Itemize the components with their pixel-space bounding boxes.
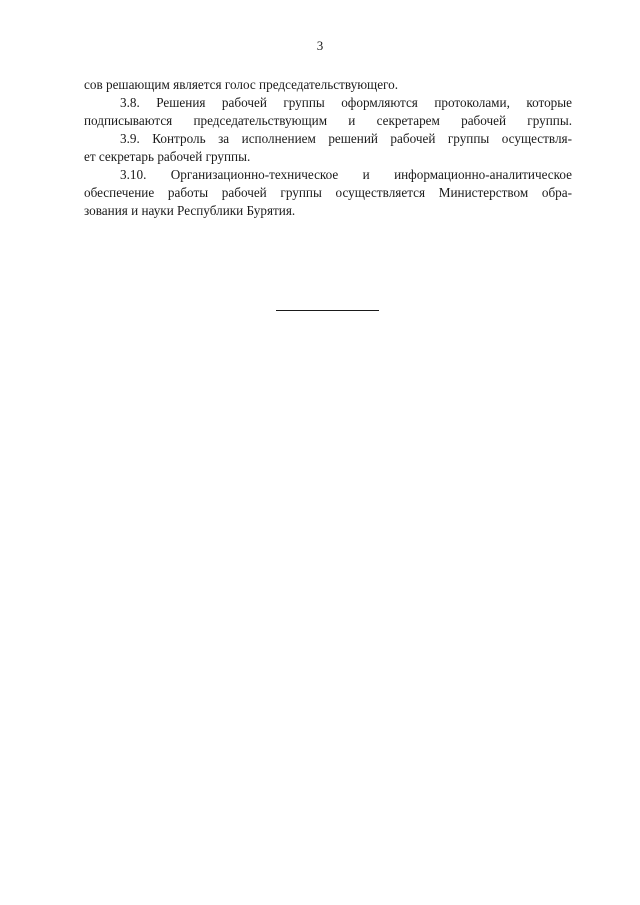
end-of-document-rule	[276, 310, 379, 311]
paragraph-line: 3.9. Контроль за исполнением решений рабочей группы осуществля-	[120, 131, 572, 146]
document-body	[84, 76, 572, 220]
paragraph-line: 3.10. Организационно-техническое и информационно-аналитическое	[120, 167, 572, 182]
paragraph-line: ет секретарь рабочей группы.	[84, 149, 251, 164]
page-number: 3	[316, 38, 324, 53]
paragraph-line: обеспечение работы рабочей группы осуществляется Министерством обра-	[84, 185, 572, 200]
paragraph-line: подписываются председательствующим и секретарем рабочей группы.	[84, 113, 572, 128]
paragraph-line: зования и науки Республики Бурятия.	[84, 203, 296, 218]
paragraph-line: сов решающим является голос председательствующего.	[84, 77, 399, 92]
paragraph-line: 3.8. Решения рабочей группы оформляются протоколами, которые	[120, 95, 572, 110]
